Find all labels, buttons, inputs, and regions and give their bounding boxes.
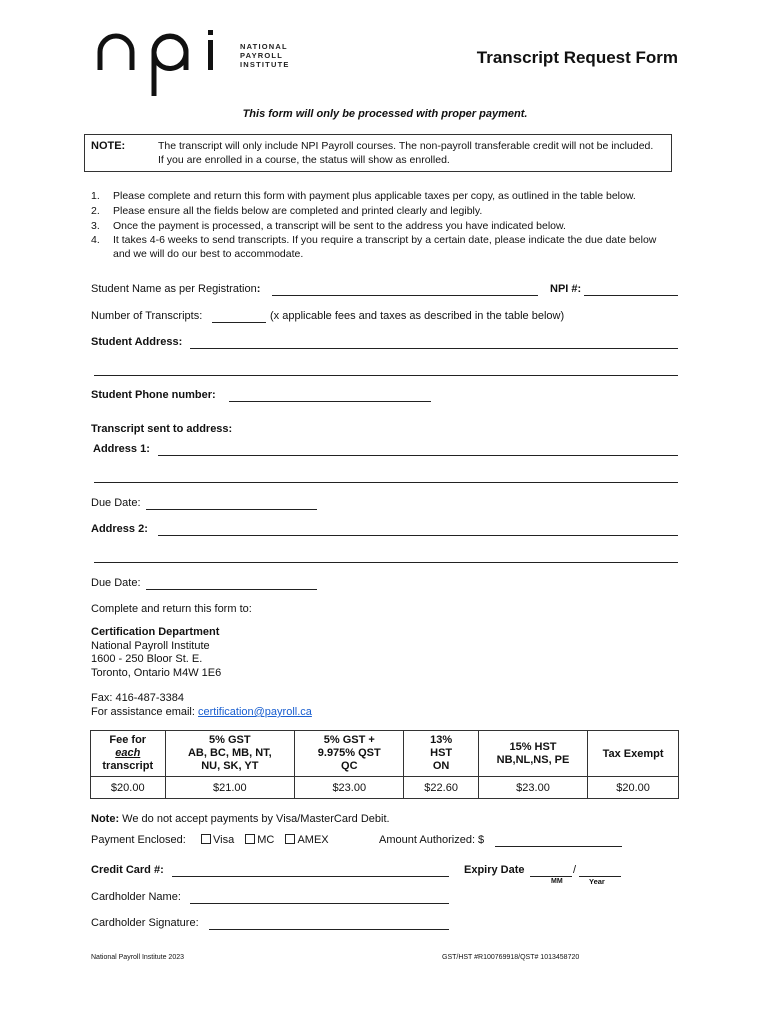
npi-number-field[interactable]: [584, 284, 678, 296]
instruction-number: 3.: [91, 220, 100, 232]
amount-authorized-label: Amount Authorized: $: [379, 834, 485, 846]
fee-header-qst: [295, 731, 404, 777]
address-2-field-2[interactable]: [94, 551, 678, 563]
cardholder-signature-label: Cardholder Signature:: [91, 917, 199, 929]
instruction-text: It takes 4-6 weeks to send transcripts. If you require a transcript by a certain date, please indicate the due date below and we will do our best to accommodate.: [113, 234, 657, 260]
fee-header-line: Tax Exempt: [602, 747, 664, 760]
return-address-block: [91, 626, 221, 680]
expiry-month-field[interactable]: [530, 865, 572, 877]
instruction-number: 1.: [91, 190, 100, 202]
num-transcripts-note: (x applicable fees and taxes as described in the table below): [270, 310, 565, 322]
fee-header-line: 5% GST: [209, 734, 251, 746]
fee-header-gst: [165, 731, 295, 777]
address-1-label: Address 1:: [93, 443, 150, 455]
fee-header-line: HST: [430, 747, 453, 759]
instruction-text: Please complete and return this form with payment plus applicable taxes per copy, as outlined in the table below.: [113, 190, 636, 202]
student-phone-field[interactable]: [229, 390, 431, 402]
address-2-field[interactable]: [158, 524, 678, 536]
sent-to-label: Transcript sent to address:: [91, 423, 233, 435]
visa-option[interactable]: [201, 834, 234, 846]
page-title: Transcript Request Form: [476, 48, 678, 67]
credit-card-label: Credit Card #:: [91, 864, 164, 876]
fee-header-line: transcript: [102, 760, 154, 772]
return-org: National Payroll Institute: [91, 639, 210, 652]
fee-header-line: NB,NL,NS, PE: [496, 753, 570, 766]
fee-header-line: QC: [341, 760, 358, 772]
fee-table-header-row: [91, 731, 679, 777]
instruction-text: Once the payment is processed, a transcript will be sent to the address you have indicated below.: [113, 220, 566, 232]
due-date-2-field[interactable]: [146, 578, 317, 590]
student-phone-label: Student Phone number:: [91, 389, 216, 401]
payment-note-text: We do not accept payments by Visa/MasterCard Debit.: [122, 813, 390, 825]
amex-checkbox[interactable]: [285, 834, 295, 844]
student-name-label: Student Name as per Registration: [91, 283, 257, 295]
npi-logo: [96, 28, 296, 98]
num-transcripts-field[interactable]: [212, 311, 266, 323]
fee-value: $23.00: [478, 777, 587, 799]
fee-header-fee: [91, 731, 166, 777]
amex-label: AMEX: [297, 834, 329, 846]
payment-note: [91, 813, 390, 825]
logo-line-3: INSTITUTE: [240, 60, 290, 69]
due-date-2-label: Due Date:: [91, 577, 141, 589]
return-street: 1600 - 250 Bloor St. E.: [91, 653, 203, 665]
payment-options: [201, 834, 329, 846]
npi-number-label: NPI #:: [550, 283, 582, 295]
expiry-year-field[interactable]: [579, 865, 621, 877]
fee-header-line: each: [115, 747, 141, 759]
fee-header-line: Fee for: [109, 734, 147, 746]
student-name-row: [91, 283, 260, 295]
payment-note-label: Note:: [91, 813, 120, 825]
npi-logo-mark: [96, 28, 236, 98]
expiry-year-hint: Year: [589, 877, 605, 886]
student-address-field-2[interactable]: [94, 364, 678, 376]
num-transcripts-label: Number of Transcripts:: [91, 310, 203, 322]
fax-line: Fax: 416-487-3384: [91, 692, 184, 704]
return-dept: Certification Department: [91, 626, 220, 638]
logo-line-1: NATIONAL: [240, 42, 288, 51]
note-text: The transcript will only include NPI Payroll courses. The non-payroll transferable credit will not be included. If you are enrolled in a course, the status will show as enrolled.: [158, 140, 654, 166]
instruction-number: 4.: [91, 234, 100, 246]
due-date-1-label: Due Date:: [91, 497, 141, 509]
fee-header-line: 5% GST +: [323, 734, 375, 746]
cardholder-name-field[interactable]: [190, 892, 449, 904]
footer-right: GST/HST #R100769918/QST# 1013458720: [442, 954, 580, 961]
amex-option[interactable]: [285, 834, 328, 846]
return-city: Toronto, Ontario M4W 1E6: [91, 666, 222, 679]
email-line: [91, 706, 312, 718]
logo-wordmark: [240, 42, 290, 69]
payment-notice: This form will only be processed with proper payment.: [242, 108, 528, 120]
fee-header-line: NU, SK, YT: [201, 760, 259, 772]
fee-header-line: 13%: [430, 734, 453, 746]
fee-value: $21.00: [165, 777, 295, 799]
credit-card-field[interactable]: [172, 865, 449, 877]
visa-label: Visa: [213, 834, 235, 846]
student-name-field[interactable]: [272, 284, 538, 296]
fee-header-line: 9.975% QST: [317, 747, 381, 759]
logo-line-2: PAYROLL: [240, 51, 283, 60]
fee-table: [90, 730, 679, 799]
expiry-date-label: Expiry Date: [464, 864, 525, 876]
visa-checkbox[interactable]: [201, 834, 211, 844]
address-1-field[interactable]: [158, 444, 678, 456]
email-link[interactable]: certification@payroll.ca: [198, 706, 312, 718]
fee-header-exempt: [588, 731, 679, 777]
mc-option[interactable]: [245, 834, 274, 846]
mc-label: MC: [257, 834, 275, 846]
note-label: NOTE:: [91, 140, 126, 152]
fee-header-hst-15: [478, 731, 587, 777]
expiry-slash: /: [573, 864, 577, 876]
payment-enclosed-label: Payment Enclosed:: [91, 834, 186, 846]
fee-header-hst-13: [404, 731, 479, 777]
due-date-1-field[interactable]: [146, 498, 317, 510]
student-address-label: Student Address:: [91, 336, 183, 348]
mc-checkbox[interactable]: [245, 834, 255, 844]
footer-left: National Payroll Institute 2023: [91, 954, 184, 961]
expiry-mm-hint: MM: [551, 878, 563, 885]
instruction-text: Please ensure all the fields below are completed and printed clearly and legibly.: [113, 205, 483, 217]
fee-value: $23.00: [295, 777, 404, 799]
cardholder-signature-field[interactable]: [209, 918, 449, 930]
student-name-colon: :: [256, 283, 261, 295]
fee-table-value-row: [91, 777, 679, 799]
note-box: [84, 134, 672, 172]
email-label: For assistance email:: [91, 706, 195, 718]
fee-value: $20.00: [91, 777, 166, 799]
return-intro: Complete and return this form to:: [91, 603, 252, 615]
student-address-field[interactable]: [190, 337, 678, 349]
address-2-label: Address 2:: [91, 523, 148, 535]
fee-value: $20.00: [588, 777, 679, 799]
fee-value: $22.60: [404, 777, 479, 799]
fee-header-line: 15% HST: [509, 740, 557, 753]
fee-header-line: ON: [432, 760, 450, 772]
instruction-number: 2.: [91, 205, 100, 217]
address-1-field-2[interactable]: [94, 471, 678, 483]
cardholder-name-label: Cardholder Name:: [91, 891, 181, 903]
amount-authorized-field[interactable]: [495, 835, 622, 847]
fee-header-line: AB, BC, MB, NT,: [187, 747, 272, 759]
